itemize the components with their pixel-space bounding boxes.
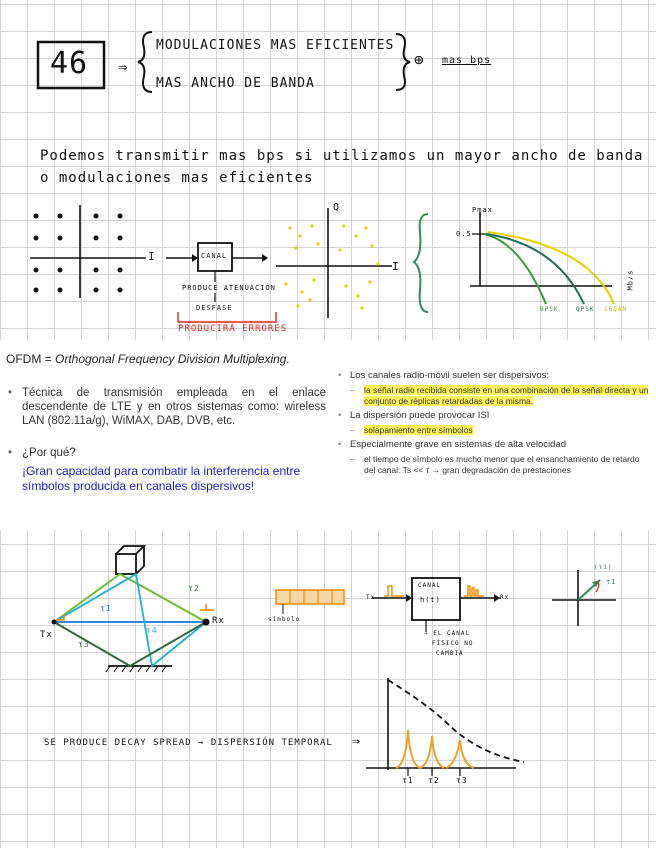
curve-label-qpsk: QPSK xyxy=(576,306,595,313)
implies-arrow: ⇒ xyxy=(118,57,128,76)
blue-answer: ¡Gran capacidad para combatir la interferencia entre símbolos producida en canales dispersivos! xyxy=(22,464,301,493)
decay-plot xyxy=(366,678,524,776)
plus-circle-icon: ⊕ xyxy=(414,50,425,69)
constellation-qpsk xyxy=(30,205,146,298)
tau-label-1: τ1 xyxy=(402,776,414,785)
left-brace xyxy=(138,32,152,92)
decay-text: SE PRODUCE DECAY SPREAD → DISPERSIÓN TEMPORAL xyxy=(44,738,333,748)
bullet-technique: • Técnica de transmisión empleada en el enlace descendente de LTE y en otros sistemas como: wireless LAN (802.11a/g), WiMAX, DAB, DVB, etc. xyxy=(6,386,326,428)
path-label-tau1: τ1 xyxy=(100,604,112,613)
errors-label: PRODUCIRÁ ERRORES xyxy=(178,324,288,334)
constellation-noisy xyxy=(276,208,392,318)
bullet-why: • ¿Por qué? xyxy=(6,446,326,460)
canal-note-1: → EL CANAL xyxy=(424,630,471,637)
tau-label-3: τ3 xyxy=(456,776,468,785)
r-sub-2-text: solapamiento entre símbolos xyxy=(364,425,473,435)
simbolo-label: símbolo xyxy=(268,616,301,623)
brace-bottom-text: MAS ANCHO DE BANDA xyxy=(156,76,315,91)
r-sub-1 xyxy=(338,385,650,407)
note-line-1: Podemos transmitir mas bps si utilizamos un mayor ancho de banda xyxy=(40,148,644,164)
path-label-tau4: τ4 xyxy=(146,626,158,635)
h-label: h(t) xyxy=(420,596,441,604)
curve-label-bpsk: BPSK xyxy=(540,306,559,313)
slide-right-column xyxy=(338,370,650,479)
green-brace xyxy=(414,214,428,312)
r-bullet-1: • Los canales radio-móvil suelen ser dispersivos: xyxy=(338,370,650,382)
decay-arrow: ⇒ xyxy=(352,734,361,749)
canal-note-2: FÍSICO NO xyxy=(432,640,474,647)
symbol-train xyxy=(276,590,344,614)
note-line-2: o modulaciones mas eficientes xyxy=(40,170,314,186)
r-sub-2 xyxy=(338,425,650,436)
power-label: Pmax xyxy=(472,206,493,214)
axis-q-label: Q xyxy=(333,202,341,213)
r-sub-1-text: la señal radio recibida consiste en una combinación de la señal directa y un conjunto de réplicas retardadas de la misma. xyxy=(364,385,649,406)
ber-label: 0.5 xyxy=(456,230,472,238)
produce-label-2: DESFASE xyxy=(196,304,233,312)
slide-panel xyxy=(0,340,656,530)
mbps-label: Mb/s xyxy=(626,269,635,291)
notes-bottom-drawing xyxy=(0,530,656,848)
produce-label-1: PRODUCE ATENUACIÓN xyxy=(182,284,276,292)
curve-label-16qam: 16QAM xyxy=(604,306,628,313)
rx2-label: Rx xyxy=(500,594,510,601)
tx2-label: Tx xyxy=(366,594,376,601)
ofdm-definition xyxy=(6,352,326,366)
rx-label: Rx xyxy=(212,616,225,626)
tx-label: Tx xyxy=(40,630,53,640)
r-bullet-3: • Especialmente grave en sistemas de alta velocidad xyxy=(338,439,650,451)
page-number: 46 xyxy=(50,46,89,81)
axis-i-label-2: I xyxy=(392,260,400,273)
path-label-tau3: τ3 xyxy=(78,640,90,649)
tau-label-2: τ2 xyxy=(428,776,440,785)
power-bitrate-plot xyxy=(470,212,614,304)
multipath-diagram xyxy=(52,546,215,672)
path-label-tau2: τ2 xyxy=(188,584,200,593)
phasor-label: τ1 xyxy=(606,578,617,586)
plus-text: mas bps xyxy=(442,55,492,66)
ofdm-expansion: Orthogonal Frequency Division Multiplexing. xyxy=(55,352,290,366)
phasor-top-label: (τ1) xyxy=(594,564,613,571)
slide-left-column xyxy=(6,352,326,494)
canal2-label: CANAL xyxy=(418,582,442,589)
canal-label: CANAL xyxy=(201,252,228,260)
ofdm-prefix: OFDM = xyxy=(6,352,56,366)
brace-top-text: MODULACIONES MAS EFICIENTES xyxy=(156,38,395,53)
canal-note-3: CAMBIA xyxy=(436,650,464,657)
r-sub-3: – el tiempo de símbolo es mucho menor que el ensanchamiento de retardo del canal: Ts << τ → gran degradación de prestaciones xyxy=(338,454,650,476)
r-bullet-2: • La dispersión puede provocar ISI xyxy=(338,410,650,422)
right-brace xyxy=(396,34,410,90)
axis-i-label-1: I xyxy=(148,250,156,263)
